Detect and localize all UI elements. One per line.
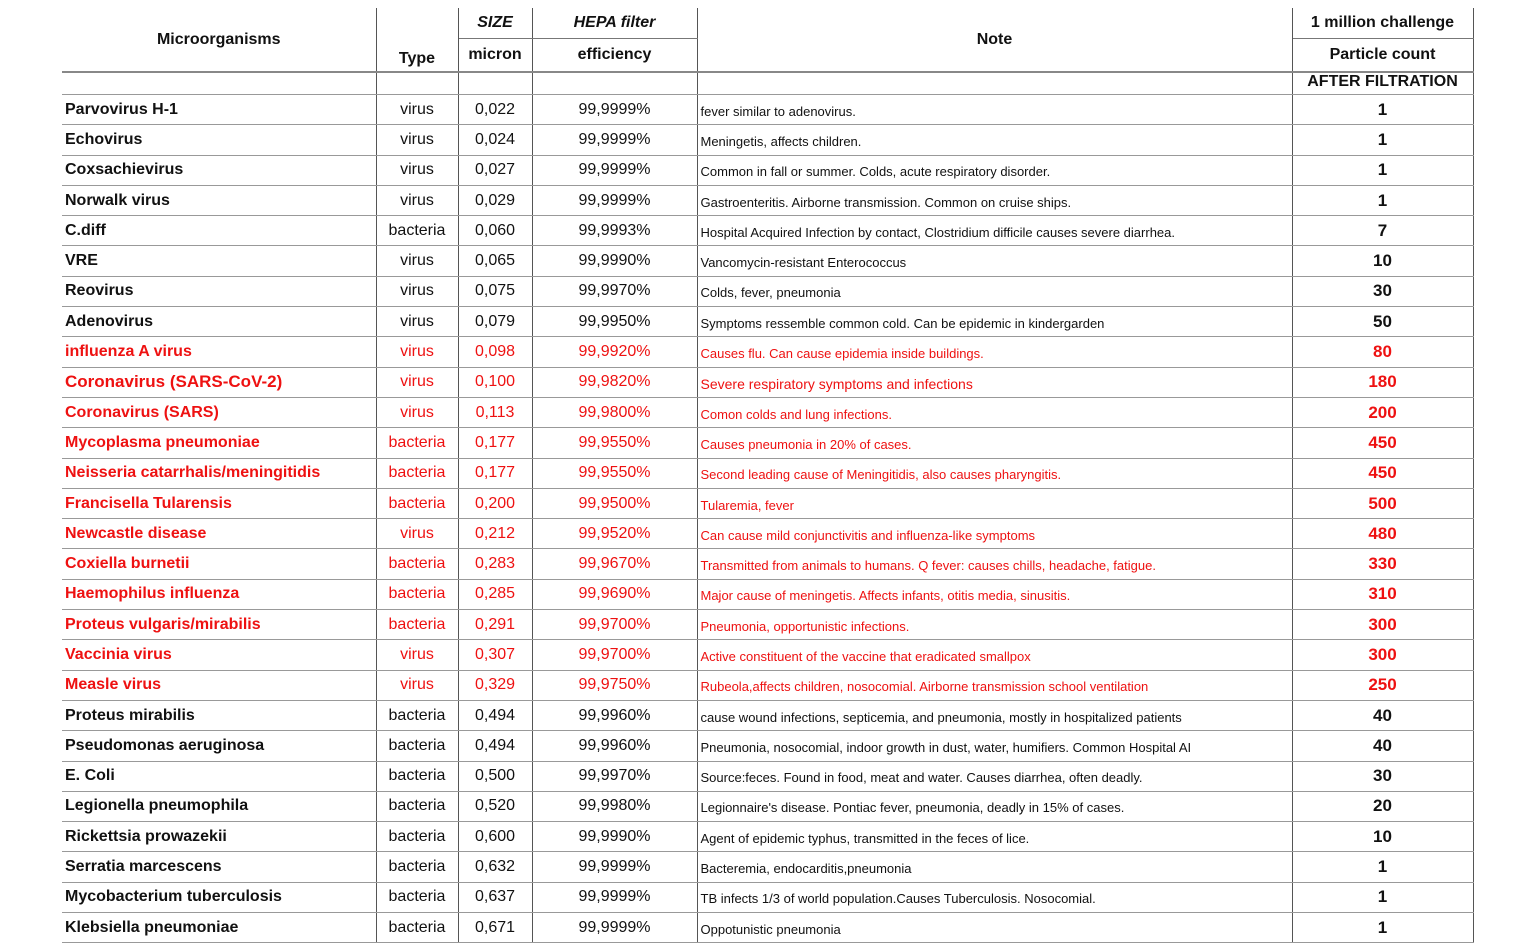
- organism-type: bacteria: [376, 549, 458, 579]
- organism-size: 0,200: [458, 488, 532, 518]
- organism-name: C.diff: [62, 216, 376, 246]
- filter-efficiency: 99,9999%: [532, 125, 697, 155]
- organism-size: 0,065: [458, 246, 532, 276]
- organism-size: 0,600: [458, 822, 532, 852]
- organism-type: virus: [376, 95, 458, 125]
- organism-size: 0,098: [458, 337, 532, 367]
- spacer-cell: [697, 72, 1292, 95]
- particle-count: 300: [1292, 640, 1473, 670]
- particle-count: 10: [1292, 822, 1473, 852]
- particle-count: 500: [1292, 488, 1473, 518]
- filter-efficiency: 99,9550%: [532, 428, 697, 458]
- organism-type: bacteria: [376, 882, 458, 912]
- microorganism-filtration-table: [62, 8, 1474, 943]
- organism-size: 0,291: [458, 610, 532, 640]
- organism-note: Active constituent of the vaccine that eradicated smallpox: [697, 640, 1292, 670]
- filter-efficiency: 99,9990%: [532, 822, 697, 852]
- organism-note: Source:feces. Found in food, meat and water. Causes diarrhea, often deadly.: [697, 761, 1292, 791]
- filter-efficiency: 99,9700%: [532, 640, 697, 670]
- organism-size: 0,212: [458, 519, 532, 549]
- header-size: SIZE: [458, 8, 532, 39]
- organism-note: Vancomycin-resistant Enterococcus: [697, 246, 1292, 276]
- organism-name: Proteus vulgaris/mirabilis: [62, 610, 376, 640]
- organism-note: Symptoms ressemble common cold. Can be epidemic in kindergarden: [697, 307, 1292, 337]
- filter-efficiency: 99,9960%: [532, 700, 697, 730]
- organism-size: 0,307: [458, 640, 532, 670]
- filter-efficiency: 99,9970%: [532, 276, 697, 306]
- header-after-filtration: AFTER FILTRATION: [1292, 72, 1473, 95]
- organism-note: Pneumonia, nosocomial, indoor growth in dust, water, humifiers. Common Hospital AI: [697, 731, 1292, 761]
- organism-size: 0,632: [458, 852, 532, 882]
- table-row: [62, 397, 1473, 427]
- organism-type: bacteria: [376, 216, 458, 246]
- organism-size: 0,494: [458, 700, 532, 730]
- organism-size: 0,494: [458, 731, 532, 761]
- organism-type: virus: [376, 307, 458, 337]
- organism-name: Rickettsia prowazekii: [62, 822, 376, 852]
- filter-efficiency: 99,9999%: [532, 913, 697, 943]
- spacer-cell: [532, 72, 697, 95]
- organism-size: 0,060: [458, 216, 532, 246]
- filter-efficiency: 99,9670%: [532, 549, 697, 579]
- organism-type: virus: [376, 670, 458, 700]
- organism-type: virus: [376, 185, 458, 215]
- organism-note: Common in fall or summer. Colds, acute respiratory disorder.: [697, 155, 1292, 185]
- table-row: [62, 367, 1473, 397]
- organism-size: 0,022: [458, 95, 532, 125]
- organism-name: Reovirus: [62, 276, 376, 306]
- organism-name: Norwalk virus: [62, 185, 376, 215]
- organism-type: bacteria: [376, 822, 458, 852]
- table-row: [62, 579, 1473, 609]
- organism-type: bacteria: [376, 458, 458, 488]
- particle-count: 50: [1292, 307, 1473, 337]
- filter-efficiency: 99,9920%: [532, 337, 697, 367]
- organism-size: 0,113: [458, 397, 532, 427]
- organism-size: 0,637: [458, 882, 532, 912]
- table-row: [62, 276, 1473, 306]
- particle-count: 1: [1292, 913, 1473, 943]
- particle-count: 180: [1292, 367, 1473, 397]
- organism-note: Gastroenteritis. Airborne transmission. Common on cruise ships.: [697, 185, 1292, 215]
- particle-count: 450: [1292, 458, 1473, 488]
- organism-note: Bacteremia, endocarditis,pneumonia: [697, 852, 1292, 882]
- organism-name: Mycobacterium tuberculosis: [62, 882, 376, 912]
- filter-efficiency: 99,9690%: [532, 579, 697, 609]
- organism-name: Coxsachievirus: [62, 155, 376, 185]
- organism-type: virus: [376, 246, 458, 276]
- organism-type: virus: [376, 640, 458, 670]
- header-microorganisms: Microorganisms: [62, 8, 376, 72]
- organism-note: Severe respiratory symptoms and infections: [697, 367, 1292, 397]
- particle-count: 450: [1292, 428, 1473, 458]
- filter-efficiency: 99,9993%: [532, 216, 697, 246]
- particle-count: 7: [1292, 216, 1473, 246]
- organism-name: VRE: [62, 246, 376, 276]
- table-row: [62, 155, 1473, 185]
- table-row: [62, 640, 1473, 670]
- organism-note: Pneumonia, opportunistic infections.: [697, 610, 1292, 640]
- organism-note: Second leading cause of Meningitidis, also causes pharyngitis.: [697, 458, 1292, 488]
- organism-name: Neisseria catarrhalis/meningitidis: [62, 458, 376, 488]
- organism-size: 0,027: [458, 155, 532, 185]
- organism-name: Coronavirus (SARS): [62, 397, 376, 427]
- table-row: [62, 519, 1473, 549]
- organism-size: 0,100: [458, 367, 532, 397]
- organism-type: bacteria: [376, 761, 458, 791]
- header-micron: micron: [458, 39, 532, 73]
- filter-efficiency: 99,9820%: [532, 367, 697, 397]
- organism-note: Rubeola,affects children, nosocomial. Airborne transmission school ventilation: [697, 670, 1292, 700]
- organism-note: Oppotunistic pneumonia: [697, 913, 1292, 943]
- organism-name: Haemophilus influenza: [62, 579, 376, 609]
- table-row: [62, 791, 1473, 821]
- particle-count: 1: [1292, 95, 1473, 125]
- table-row: [62, 216, 1473, 246]
- organism-type: virus: [376, 125, 458, 155]
- organism-note: Meningetis, affects children.: [697, 125, 1292, 155]
- organism-size: 0,075: [458, 276, 532, 306]
- filter-efficiency: 99,9999%: [532, 185, 697, 215]
- particle-count: 20: [1292, 791, 1473, 821]
- organism-size: 0,177: [458, 428, 532, 458]
- table-row: [62, 337, 1473, 367]
- organism-note: fever similar to adenovirus.: [697, 95, 1292, 125]
- organism-name: Serratia marcescens: [62, 852, 376, 882]
- particle-count: 250: [1292, 670, 1473, 700]
- table-row: [62, 246, 1473, 276]
- particle-count: 30: [1292, 276, 1473, 306]
- table-row: [62, 822, 1473, 852]
- header-particle-count: Particle count: [1292, 39, 1473, 73]
- particle-count: 1: [1292, 125, 1473, 155]
- organism-type: bacteria: [376, 610, 458, 640]
- particle-count: 10: [1292, 246, 1473, 276]
- table-row: [62, 488, 1473, 518]
- filter-efficiency: 99,9520%: [532, 519, 697, 549]
- header-hepa-filter: HEPA filter: [532, 8, 697, 39]
- organism-note: Hospital Acquired Infection by contact, Clostridium difficile causes severe diarrhea.: [697, 216, 1292, 246]
- filter-efficiency: 99,9980%: [532, 791, 697, 821]
- table-row: [62, 882, 1473, 912]
- filter-efficiency: 99,9999%: [532, 852, 697, 882]
- organism-name: Vaccinia virus: [62, 640, 376, 670]
- organism-size: 0,520: [458, 791, 532, 821]
- organism-size: 0,500: [458, 761, 532, 791]
- organism-name: Newcastle disease: [62, 519, 376, 549]
- organism-note: Tularemia, fever: [697, 488, 1292, 518]
- organism-note: Causes pneumonia in 20% of cases.: [697, 428, 1292, 458]
- particle-count: 1: [1292, 852, 1473, 882]
- filter-efficiency: 99,9950%: [532, 307, 697, 337]
- filter-efficiency: 99,9999%: [532, 95, 697, 125]
- organism-name: Coronavirus (SARS-CoV-2): [62, 367, 376, 397]
- filter-efficiency: 99,9500%: [532, 488, 697, 518]
- particle-count: 40: [1292, 731, 1473, 761]
- particle-count: 30: [1292, 761, 1473, 791]
- organism-note: Colds, fever, pneumonia: [697, 276, 1292, 306]
- organism-type: bacteria: [376, 791, 458, 821]
- table-row: [62, 125, 1473, 155]
- header-note: Note: [697, 8, 1292, 72]
- particle-count: 200: [1292, 397, 1473, 427]
- organism-size: 0,024: [458, 125, 532, 155]
- table-row: [62, 549, 1473, 579]
- table-row: [62, 307, 1473, 337]
- organism-type: virus: [376, 397, 458, 427]
- organism-name: Francisella Tularensis: [62, 488, 376, 518]
- organism-note: Causes flu. Can cause epidemia inside buildings.: [697, 337, 1292, 367]
- organism-name: E. Coli: [62, 761, 376, 791]
- organism-note: Agent of epidemic typhus, transmitted in the feces of lice.: [697, 822, 1292, 852]
- filter-efficiency: 99,9999%: [532, 882, 697, 912]
- organism-note: Can cause mild conjunctivitis and influenza-like symptoms: [697, 519, 1292, 549]
- particle-count: 80: [1292, 337, 1473, 367]
- filter-efficiency: 99,9700%: [532, 610, 697, 640]
- organism-note: cause wound infections, septicemia, and pneumonia, mostly in hospitalized patients: [697, 700, 1292, 730]
- spacer-cell: [458, 72, 532, 95]
- organism-size: 0,285: [458, 579, 532, 609]
- header-million-challenge: 1 million challenge: [1292, 8, 1473, 39]
- organism-type: bacteria: [376, 852, 458, 882]
- organism-type: bacteria: [376, 488, 458, 518]
- particle-count: 480: [1292, 519, 1473, 549]
- organism-name: Echovirus: [62, 125, 376, 155]
- organism-name: Legionella pneumophila: [62, 791, 376, 821]
- organism-size: 0,177: [458, 458, 532, 488]
- organism-type: virus: [376, 337, 458, 367]
- organism-type: virus: [376, 519, 458, 549]
- filter-efficiency: 99,9970%: [532, 761, 697, 791]
- organism-size: 0,029: [458, 185, 532, 215]
- filter-efficiency: 99,9990%: [532, 246, 697, 276]
- filter-efficiency: 99,9750%: [532, 670, 697, 700]
- header-efficiency: efficiency: [532, 39, 697, 73]
- table-row: [62, 761, 1473, 791]
- organism-type: bacteria: [376, 428, 458, 458]
- particle-count: 330: [1292, 549, 1473, 579]
- organism-type: virus: [376, 276, 458, 306]
- table-row: [62, 852, 1473, 882]
- table-row: [62, 610, 1473, 640]
- table-row: [62, 700, 1473, 730]
- organism-name: Measle virus: [62, 670, 376, 700]
- particle-count: 1: [1292, 882, 1473, 912]
- filter-efficiency: 99,9550%: [532, 458, 697, 488]
- organism-note: Legionnaire's disease. Pontiac fever, pneumonia, deadly in 15% of cases.: [697, 791, 1292, 821]
- table-row: [62, 731, 1473, 761]
- organism-name: Coxiella burnetii: [62, 549, 376, 579]
- organism-type: bacteria: [376, 579, 458, 609]
- organism-size: 0,329: [458, 670, 532, 700]
- spacer-cell: [62, 72, 376, 95]
- organism-note: Transmitted from animals to humans. Q fever: causes chills, headache, fatigue.: [697, 549, 1292, 579]
- organism-name: Pseudomonas aeruginosa: [62, 731, 376, 761]
- organism-size: 0,671: [458, 913, 532, 943]
- organism-size: 0,283: [458, 549, 532, 579]
- particle-count: 1: [1292, 185, 1473, 215]
- organism-name: influenza A virus: [62, 337, 376, 367]
- organism-note: Major cause of meningetis. Affects infants, otitis media, sinusitis.: [697, 579, 1292, 609]
- table-row: [62, 185, 1473, 215]
- table-row: [62, 95, 1473, 125]
- table-row: [62, 458, 1473, 488]
- organism-name: Proteus mirabilis: [62, 700, 376, 730]
- filter-efficiency: 99,9999%: [532, 155, 697, 185]
- organism-type: bacteria: [376, 700, 458, 730]
- filter-efficiency: 99,9960%: [532, 731, 697, 761]
- organism-note: Comon colds and lung infections.: [697, 397, 1292, 427]
- organism-note: TB infects 1/3 of world population.Causes Tuberculosis. Nosocomial.: [697, 882, 1292, 912]
- particle-count: 40: [1292, 700, 1473, 730]
- table-row: [62, 913, 1473, 943]
- organism-name: Adenovirus: [62, 307, 376, 337]
- table-row: [62, 428, 1473, 458]
- particle-count: 1: [1292, 155, 1473, 185]
- organism-type: bacteria: [376, 913, 458, 943]
- organism-size: 0,079: [458, 307, 532, 337]
- organism-type: virus: [376, 155, 458, 185]
- particle-count: 310: [1292, 579, 1473, 609]
- table-row: [62, 670, 1473, 700]
- organism-name: Klebsiella pneumoniae: [62, 913, 376, 943]
- organism-name: Parvovirus H-1: [62, 95, 376, 125]
- organism-name: Mycoplasma pneumoniae: [62, 428, 376, 458]
- particle-count: 300: [1292, 610, 1473, 640]
- filter-efficiency: 99,9800%: [532, 397, 697, 427]
- organism-type: virus: [376, 367, 458, 397]
- header-type: Type: [376, 8, 458, 72]
- spacer-cell: [376, 72, 458, 95]
- organism-type: bacteria: [376, 731, 458, 761]
